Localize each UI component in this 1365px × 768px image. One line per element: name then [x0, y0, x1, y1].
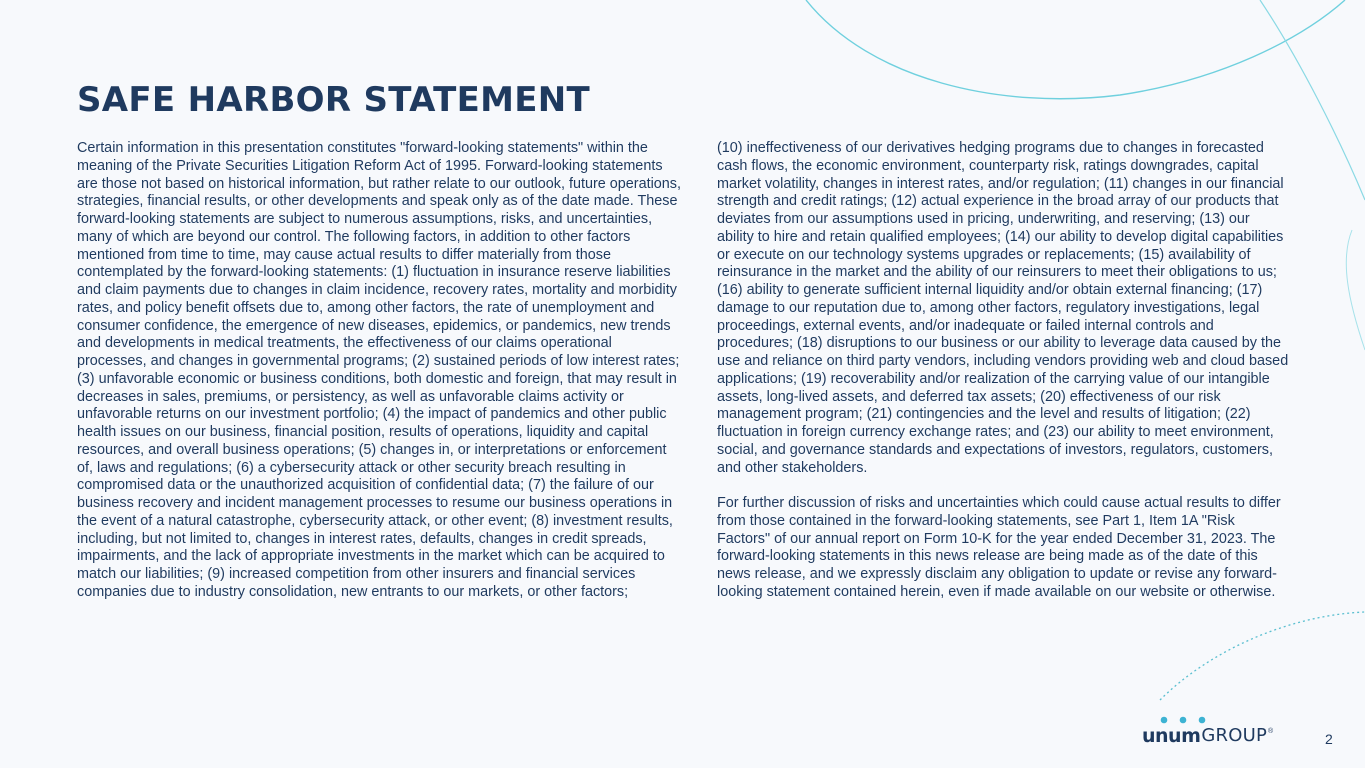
arc-right-lower [1346, 230, 1365, 350]
right-column-paragraph-2: For further discussion of risks and uncertainties which could cause actual results to differ from those contained in the forward-looking statements, see Part 1, Item 1A "Risk Factors" of our annual report on Form 10-K for the year ended December 31, 2023. The forward-looking statements in this news release are being made as of the date of this news release, and we expressly disclaim any obligation to update or revise any forward-looking statement contained herein, even if made available on our website or otherwise. [717, 495, 1281, 600]
arc-dotted-bottom [1160, 612, 1365, 700]
left-column-text: Certain information in this presentation constitutes "forward-looking statements" within the meaning of the Private Securities Litigation Reform Act of 1995. Forward-looking statements are those not based on historical information, but rather relate to our outlook, future operations, strategies, financial results, or other developments and speak only as of the date made. These forward-looking statements are subject to numerous assumptions, risks, and uncertainties, many of which are beyond our control. The following factors, in addition to other factors mentioned from time to time, may cause actual results to differ materially from those contemplated by the forward-looking statements: (1) fluctuation in insurance reserve liabilities and claim payments due to changes in claim incidence, recovery rates, mortality and morbidity rates, and policy benefit offsets due to, among other factors, the rate of unemployment and consumer confidence, the emergence of new diseases, epidemics, or pandemics, new trends and developments in medical treatments, the effectiveness of our claims operational processes, and changes in governmental programs; (2) sustained periods of low interest rates; (3) unfavorable economic or business conditions, both domestic and foreign, that may result in decreases in sales, premiums, or persistency, as well as unfavorable claims activity or unfavorable returns on our investment portfolio; (4) the impact of pandemics and other public health issues on our business, financial position, results of operations, liquidity and capital resources, and overall business operations; (5) changes in, or interpretations or enforcement of, laws and regulations; (6) a cybersecurity attack or other security breach resulting in compromised data or the unauthorized acquisition of confidential data; (7) the failure of our business recovery and incident management processes to resume our business operations in the event of a natural catastrophe, cybersecurity attack, or other event; (8) investment results, including, but not limited to, changes in interest rates, defaults, changes in credit spreads, impairments, and the lack of appropriate investments in the market which can be acquired to match our liabilities; (9) increased competition from other insurers and financial services companies due to industry consolidation, new entrants to our markets, or other factors; [77, 140, 681, 600]
left-column [77, 140, 682, 602]
right-column-paragraph-1: (10) ineffectiveness of our derivatives hedging programs due to changes in forecasted cash flows, the economic environment, counterparty risk, ratings downgrades, capital market volatility, changes in interest rates, and/or regulation; (11) changes in our financial strength and credit ratings; (12) actual experience in the broad array of our products that deviates from our assumptions used in pricing, underwriting, and reserving; (13) our ability to hire and retain qualified employees; (14) our ability to develop digital capabilities or execute on our technology systems upgrades or replacements; (15) availability of reinsurance in the market and the ability of our reinsurers to meet their obligations to us; (16) ability to generate sufficient internal liquidity and/or obtain external financing; (17) damage to our reputation due to, among other factors, regulatory investigations, legal proceedings, external events, and/or inadequate or failed internal controls and procedures; (18) disruptions to our business or our ability to leverage data caused by the use and reliance on third party vendors, including vendors providing web and cloud based applications; (19) recoverability and/or realization of the carrying value of our intangible assets, long-lived assets, and deferred tax assets; (20) effectiveness of our risk management program; (21) contingencies and the level and results of litigation; (22) fluctuation in foreign currency exchange rates; and (23) our ability to meet environment, social, and governance standards and expectations of investors, regulators, customers, and other stakeholders. [717, 140, 1289, 476]
logo-dots-icon [1142, 716, 1212, 724]
registered-mark: ® [1268, 728, 1274, 735]
page-title: SAFE HARBOR STATEMENT [77, 80, 591, 120]
arc-top [806, 0, 1345, 99]
logo-mark [1142, 716, 1200, 746]
right-column [717, 140, 1289, 602]
logo-word: unum [1142, 725, 1201, 747]
logo-group-text: GROUP [1201, 725, 1268, 746]
page-number: 2 [1325, 731, 1333, 747]
unum-group-logo [1142, 716, 1273, 746]
